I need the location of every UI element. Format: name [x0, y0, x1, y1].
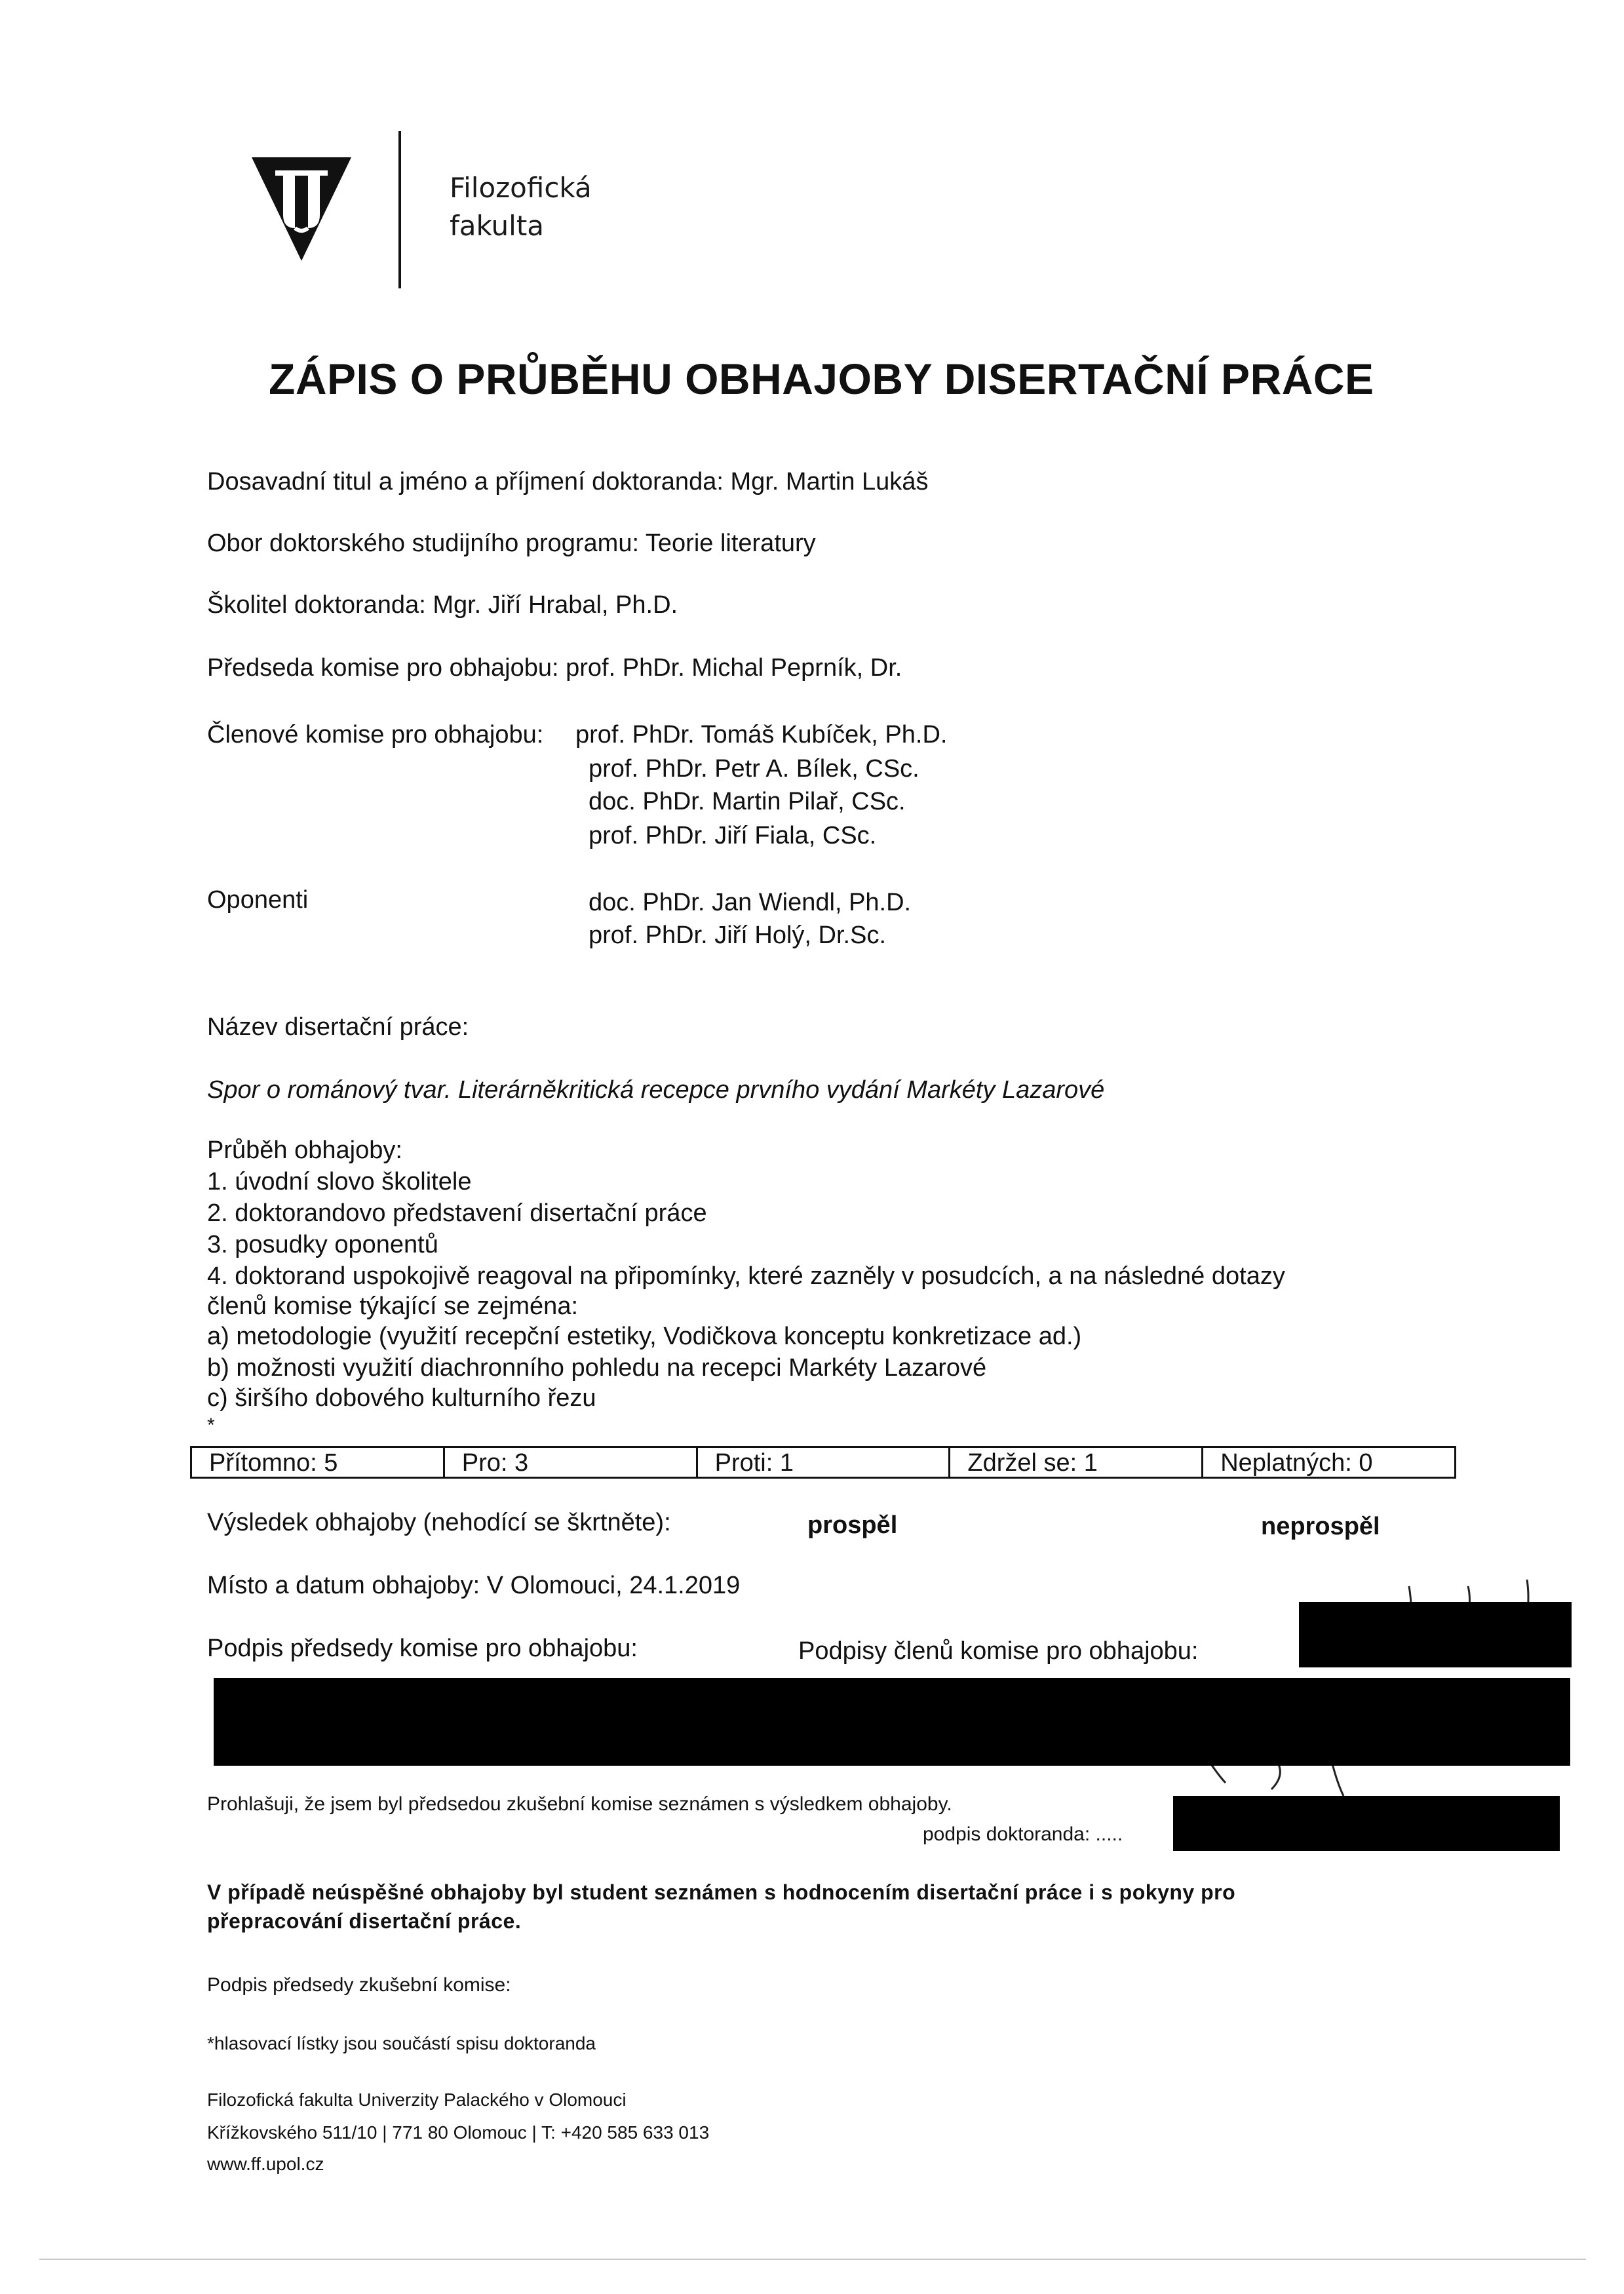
progress-line: c) širšího dobového kulturního řezu — [207, 1384, 596, 1412]
document-title: ZÁPIS O PRŮBĚHU OBHAJOBY DISERTAČNÍ PRÁCE — [269, 355, 1374, 403]
footer-line3: www.ff.upol.cz — [207, 2154, 324, 2174]
header-divider — [398, 131, 401, 288]
chair-signature-label: Podpis předsedy komise pro obhajobu: — [207, 1635, 638, 1662]
candidate-field: Dosavadní titul a jméno a příjmení doktoranda: Mgr. Martin Lukáš — [207, 468, 929, 496]
progress-label: Průběh obhajoby: — [207, 1137, 402, 1164]
progress-line: a) metodologie (využití recepční estetiky, Vodičkova konceptu konkretizace ad.) — [207, 1323, 1082, 1350]
redacted-signature-block — [214, 1678, 1570, 1766]
opponent-member: doc. PhDr. Jan Wiendl, Ph.D. — [589, 889, 912, 916]
opponent-member: prof. PhDr. Jiří Holý, Dr.Sc. — [589, 922, 886, 949]
thesis-label: Název disertační práce: — [207, 1013, 469, 1041]
declaration-text: Prohlašuji, že jsem byl předsedou zkušební komise seznámen s výsledkem obhajoby. — [207, 1793, 952, 1815]
candidate-signature-label: podpis doktoranda: ..... — [923, 1823, 1123, 1845]
redacted-signature-block — [1299, 1602, 1572, 1667]
opponents-label: Oponenti — [207, 886, 309, 914]
progress-line: 4. doktorand uspokojivě reagoval na připomínky, které zazněly v posudcích, a na následné dotazy — [207, 1262, 1285, 1290]
committee-label: Členové komise pro obhajobu: — [207, 721, 544, 748]
supervisor-field: Školitel doktoranda: Mgr. Jiří Hrabal, Ph.D. — [207, 591, 678, 619]
committee-member: prof. PhDr. Jiří Fiala, CSc. — [589, 822, 877, 849]
progress-line: 1. úvodní slovo školitele — [207, 1168, 472, 1196]
thesis-title: Spor o románový tvar. Literárněkritická recepce prvního vydání Markéty Lazarové — [207, 1076, 1105, 1104]
progress-asterisk: * — [207, 1414, 215, 1436]
result-fail: neprospěl — [1261, 1513, 1380, 1540]
members-signature-label: Podpisy členů komise pro obhajobu: — [798, 1637, 1199, 1665]
redacted-signature-block — [1173, 1796, 1560, 1851]
university-logo-icon — [249, 155, 354, 263]
vote-table — [190, 1446, 1456, 1479]
place-date: Místo a datum obhajoby: V Olomouci, 24.1.2019 — [207, 1572, 741, 1599]
committee-member: prof. PhDr. Petr A. Bílek, CSc. — [589, 755, 919, 783]
exam-chair-signature-label: Podpis předsedy zkušební komise: — [207, 1974, 511, 1996]
chair-field: Předseda komise pro obhajobu: prof. PhDr. Michal Peprník, Dr. — [207, 654, 902, 682]
progress-line: 2. doktorandovo představení disertační práce — [207, 1199, 707, 1227]
failure-note-line2: přepracování disertační práce. — [207, 1909, 522, 1933]
vote-abstained: Zdržel se: 1 — [950, 1448, 1203, 1477]
committee-member: prof. PhDr. Tomáš Kubíček, Ph.D. — [575, 721, 948, 748]
progress-line: b) možnosti využití diachronního pohledu na recepci Markéty Lazarové — [207, 1354, 987, 1382]
progress-line: členů komise týkající se zejména: — [207, 1293, 579, 1320]
page-bottom-rule — [39, 2259, 1586, 2260]
program-field: Obor doktorského studijního programu: Teorie literatury — [207, 530, 816, 557]
footer-line1: Filozofická fakulta Univerzity Palackého v Olomouci — [207, 2090, 627, 2110]
vote-present: Přítomno: 5 — [192, 1448, 445, 1477]
vote-for: Pro: 3 — [445, 1448, 698, 1477]
failure-note-line1: V případě neúspěšné obhajoby byl student seznámen s hodnocením disertační práce i s pokyny pro — [207, 1880, 1236, 1904]
committee-member: doc. PhDr. Martin Pilař, CSc. — [589, 788, 906, 815]
faculty-name-line1: Filozofická — [450, 172, 592, 204]
footnote: *hlasovací lístky jsou součástí spisu doktoranda — [207, 2033, 596, 2053]
vote-against: Proti: 1 — [698, 1448, 951, 1477]
result-label: Výsledek obhajoby (nehodící se škrtněte): — [207, 1509, 671, 1536]
faculty-name-line2: fakulta — [450, 210, 545, 242]
result-pass: prospěl — [807, 1511, 898, 1539]
vote-invalid: Neplatných: 0 — [1220, 1449, 1373, 1477]
progress-line: 3. posudky oponentů — [207, 1231, 438, 1258]
footer-line2: Křížkovského 511/10 | 771 80 Olomouc | T: +420 585 633 013 — [207, 2122, 710, 2143]
